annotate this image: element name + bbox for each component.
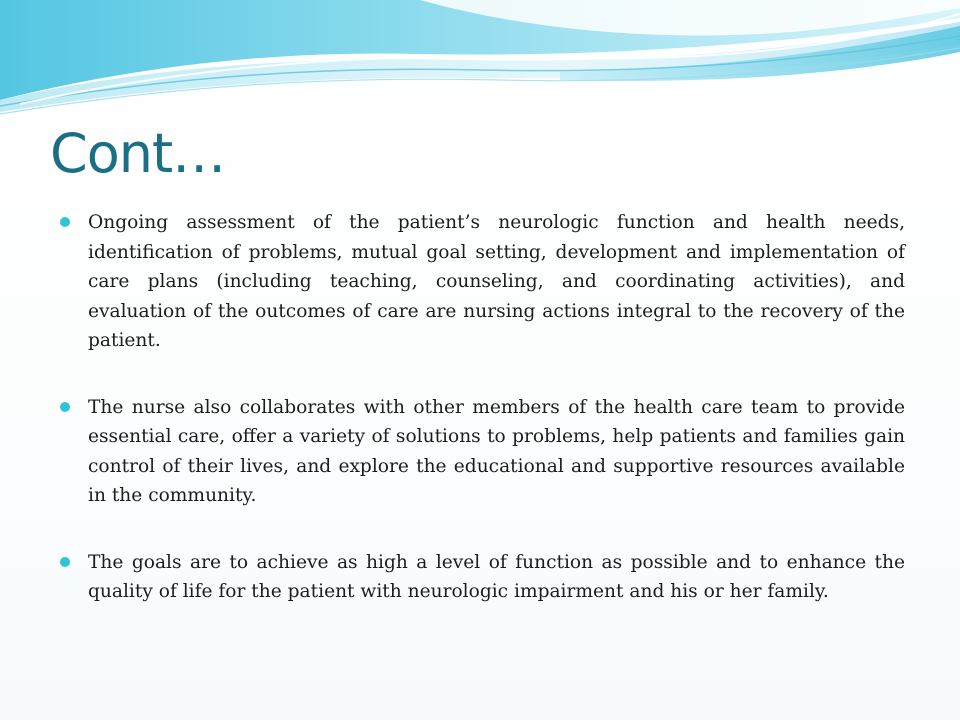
bullet-list xyxy=(60,208,905,644)
bullet-item xyxy=(60,548,905,607)
bullet-dot-icon xyxy=(60,402,70,412)
bullet-dot-icon xyxy=(60,217,70,227)
bullet-text: Ongoing assessment of the patient’s neurologic function and health needs, identification of problems, mutual goal setting, development and implementation of care plans (including teaching, counseling, and coordinating activities), and evaluation of the outcomes of care are nursing actions integral to the recovery of the patient. xyxy=(88,212,905,351)
header-wave-decoration xyxy=(0,0,960,130)
bullet-item xyxy=(60,208,905,356)
slide-title: Cont… xyxy=(50,122,226,185)
bullet-text: The goals are to achieve as high a level of function as possible and to enhance the quality of life for the patient with neurologic impairment and his or her family. xyxy=(88,551,905,602)
bullet-text: The nurse also collaborates with other members of the health care team to provide essential care, offer a variety of solutions to problems, help patients and families gain control of their lives, and explore the educational and supportive resources available in the community. xyxy=(88,396,905,506)
bullet-item xyxy=(60,393,905,511)
bullet-dot-icon xyxy=(60,557,70,567)
